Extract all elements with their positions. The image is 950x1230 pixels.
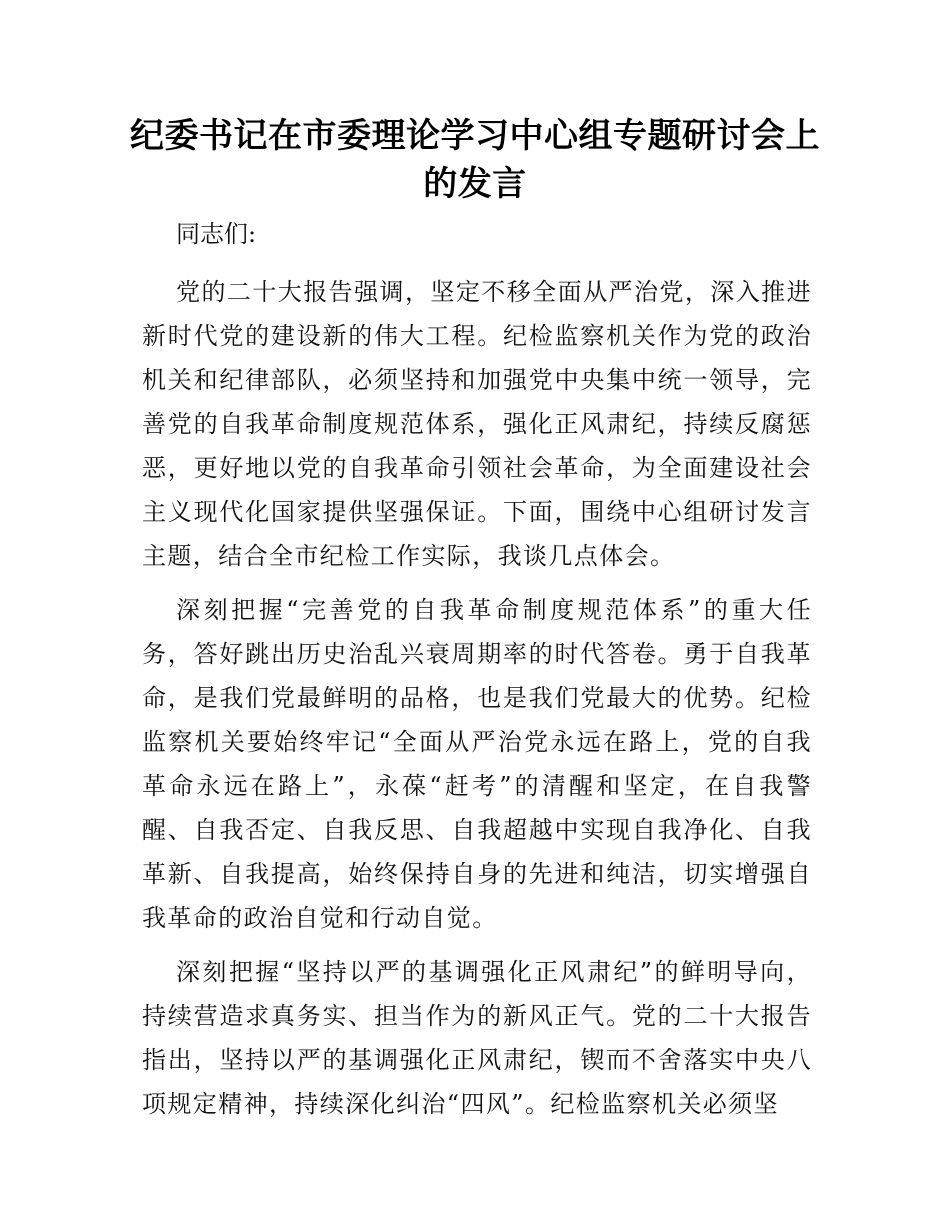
paragraph-self-revolution: 深刻把握“完善党的自我革命制度规范体系”的重大任务，答好跳出历史治乱兴衰周期率的时代答卷。勇于自我革命，是我们党最鲜明的品格，也是我们党最大的优势。纪检监察机关要始终牢记“全面从严治党永远在路上，党的自我革命永远在路上”，永葆“赶考”的清醒和坚定，在自我警醒、自我否定、自我反思、自我超越中实现自我净化、自我革新、自我提高，始终保持自身的先进和纯洁，切实增强自我革命的政治自觉和行动自觉。 [142, 596, 812, 932]
salutation: 同志们: [176, 220, 257, 248]
paragraph-discipline: 深刻把握“坚持以严的基调强化正风肃纪”的鲜明导向，持续营造求真务实、担当作为的新风正气。党的二十大报告指出，坚持以严的基调强化正风肃纪，锲而不舍落实中央八项规定精神，持续深化纠治“四风”。纪检监察机关必须坚 [142, 958, 812, 1118]
document-title: 纪委书记在市委理论学习中心组专题研讨会上的发言 [130, 116, 820, 204]
document-body [142, 212, 812, 1136]
paragraph-intro: 党的二十大报告强调，坚定不移全面从严治党，深入推进新时代党的建设新的伟大工程。纪检监察机关作为党的政治机关和纪律部队，必须坚持和加强党中央集中统一领导，完善党的自我革命制度规范体系，强化正风肃纪，持续反腐惩恶，更好地以党的自我革命引领社会革命，为全面建设社会主义现代化国家提供坚强保证。下面，围绕中心组研讨发言主题，结合全市纪检工作实际，我谈几点体会。 [142, 278, 812, 570]
